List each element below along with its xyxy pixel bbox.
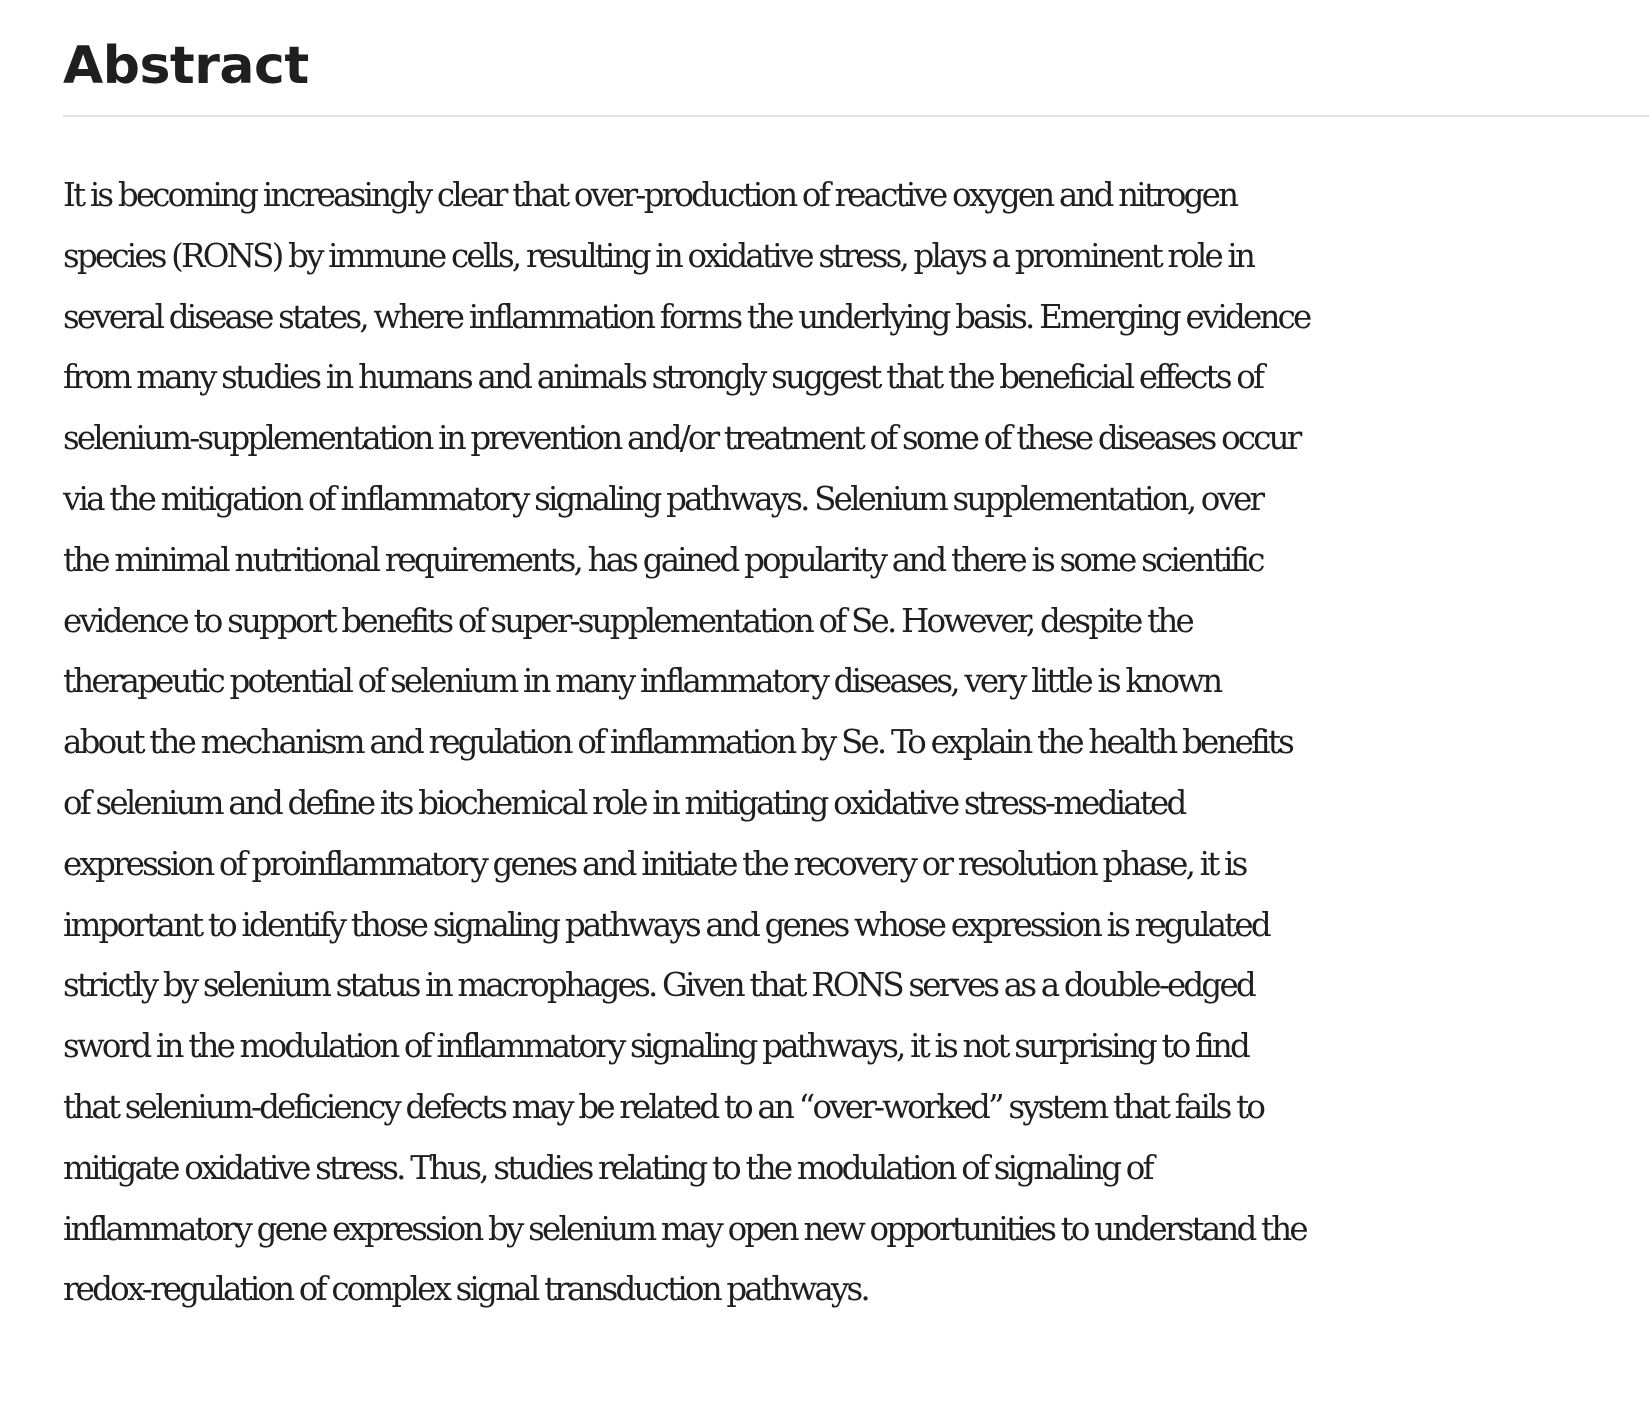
abstract-heading: Abstract xyxy=(63,36,309,96)
abstract-line: from many studies in humans and animals strongly suggest that the beneficial effects of xyxy=(63,358,1263,397)
abstract-line: redox-regulation of complex signal transduction pathways. xyxy=(63,1270,868,1309)
abstract-line: therapeutic potential of selenium in many inflammatory diseases, very little is known xyxy=(63,662,1221,701)
abstract-line: sword in the modulation of inflammatory signaling pathways, it is not surprising to find xyxy=(63,1027,1248,1066)
abstract-line: important to identify those signaling pathways and genes whose expression is regulated xyxy=(63,905,1269,944)
abstract-text xyxy=(63,165,1649,1320)
abstract-line: that selenium-deficiency defects may be related to an “over-worked” system that fails to xyxy=(63,1087,1264,1126)
abstract-line: about the mechanism and regulation of inflammation by Se. To explain the health benefits xyxy=(63,723,1292,762)
heading-divider xyxy=(63,115,1649,117)
abstract-line: inflammatory gene expression by selenium may open new opportunities to understand the xyxy=(63,1209,1306,1248)
abstract-line: several disease states, where inflammation forms the underlying basis. Emerging evidence xyxy=(63,297,1310,336)
abstract-line: selenium-supplementation in prevention and/or treatment of some of these diseases occur xyxy=(63,419,1300,458)
abstract-line: via the mitigation of inflammatory signaling pathways. Selenium supplementation, over xyxy=(63,479,1263,518)
abstract-line: It is becoming increasingly clear that over-production of reactive oxygen and nitrogen xyxy=(63,176,1237,214)
abstract-line: the minimal nutritional requirements, has gained popularity and there is some scientific xyxy=(63,540,1263,579)
abstract-line: of selenium and define its biochemical role in mitigating oxidative stress-mediated xyxy=(63,783,1185,822)
abstract-line: species (RONS) by immune cells, resulting in oxidative stress, plays a prominent role in xyxy=(63,236,1254,275)
abstract-line: mitigate oxidative stress. Thus, studies relating to the modulation of signaling of xyxy=(63,1148,1152,1187)
abstract-line: evidence to support benefits of super-supplementation of Se. However, despite the xyxy=(63,601,1192,640)
abstract-section xyxy=(63,0,1649,1320)
abstract-line: strictly by selenium status in macrophages. Given that RONS serves as a double-edged xyxy=(63,966,1254,1005)
abstract-line: expression of proinflammatory genes and initiate the recovery or resolution phase, it is xyxy=(63,844,1246,883)
